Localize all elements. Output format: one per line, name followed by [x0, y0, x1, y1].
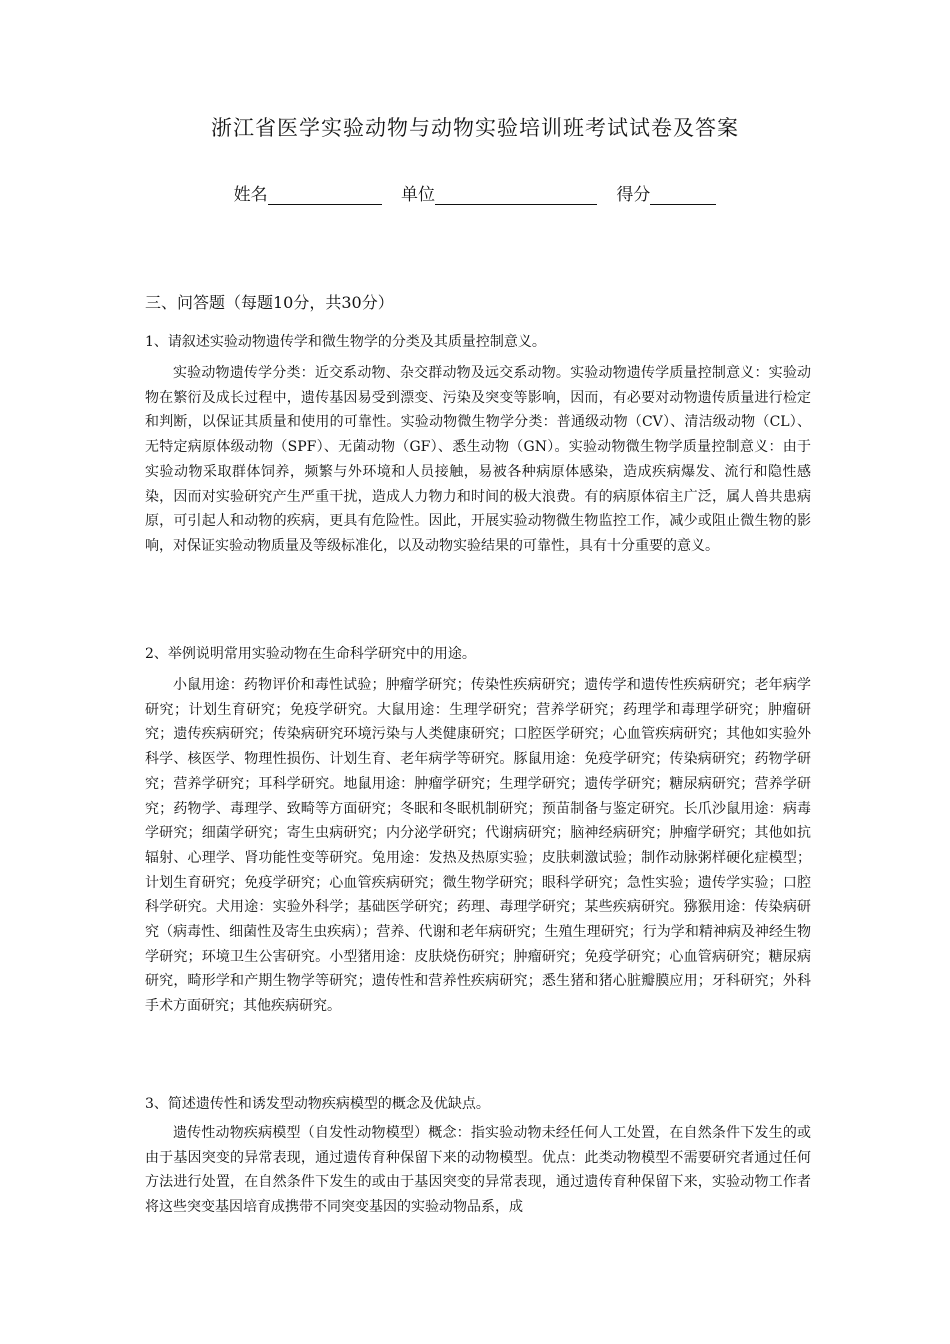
answer-3: 遗传性动物疾病模型（自发性动物模型）概念：指实验动物未经任何人工处置，在自然条件下发生的或由于基因突变的异常表现，通过遗传育种保留下来的动物模型。优点：此类动物模型不需要研究者通过任何方法进行处置，在自然条件下发生的或由于基因突变的异常表现，通过遗传育种保留下来，实验动物工作者将这些突变基因培育成携带不同突变基因的实验动物品系，成: [145, 1125, 811, 1216]
name-blank: [268, 186, 382, 205]
question-1: 1、请叙述实验动物遗传学和微生物学的分类及其质量控制意义。: [145, 334, 546, 350]
unit-label: 单位: [401, 185, 435, 205]
page-title: 浙江省医学实验动物与动物实验培训班考试试卷及答案: [211, 116, 739, 140]
answer-2: 小鼠用途：药物评价和毒性试验；肿瘤学研究；传染性疾病研究；遗传学和遗传性疾病研究；老年病学研究；计划生育研究；免疫学研究。大鼠用途：生理学研究；营养学研究；药理学和毒理学研究；肿瘤研究；遗传疾病研究；传染病研究环境污染与人类健康研究；口腔医学研究；心血管疾病研究；其他如实验外科学、核医学、物理性损伤、计划生育、老年病学等研究。豚鼠用途：免疫学研究；传染病研究；药物学研究；营养学研究；耳科学研究。地鼠用途：肿瘤学研究；生理学研究；遗传学研究；糖尿病研究；营养学研究；药物学、毒理学、致畸等方面研究；冬眠和冬眠机制研究；预苗制备与鉴定研究。长爪沙鼠用途：病毒学研究；细菌学研究；寄生虫病研究；内分泌学研究；代谢病研究；脑神经病研究；肿瘤学研究；其他如抗辐射、心理学、肾功能性变等研究。兔用途：发热及热原实验；皮肤刺激试验；制作动脉粥样硬化症模型；计划生育研究；免疫学研究；心血管疾病研究；微生物学研究；眼科学研究；急性实验；遗传学实验；口腔科学研究。犬用途：实验外科学；基础医学研究；药理、毒理学研究；某些疾病研究。猕猴用途：传染病研究（病毒性、细菌性及寄生虫疾病）；营养、代谢和老年病研究；生殖生理研究；行为学和精神病及神经生物学研究；环境卫生公害研究。小型猪用途：皮肤烧伤研究；肿瘤研究；免疫学研究；心血管病研究；糖尿病研究，畸形学和产期生物学等研究；遗传性和营养性疾病研究；悉生猪和猪心脏瓣膜应用；牙科研究；外科手术方面研究；其他疾病研究。: [145, 677, 811, 1015]
unit-blank: [435, 186, 597, 205]
score-label: 得分: [616, 185, 651, 205]
answer-1: 实验动物遗传学分类：近交系动物、杂交群动物及远交系动物。实验动物遗传学质量控制意义：实验动物在繁衍及成长过程中，遗传基因易受到漂变、污染及突变等影响，因而，有必要对动物遗传质量进行检定和判断，以保证其质量和使用的可靠性。实验动物微生物学分类：普通级动物（CV）、清洁级动物（CL）、无特定病原体级动物（SPF）、无菌动物（GF）、悉生动物（GN）。实验动物微生物学质量控制意义：由于实验动物采取群体饲养，频繁与外环境和人员接触，易被各种病原体感染，造成疾病爆发、流行和隐性感染，因而对实验研究产生严重干扰，造成人力物力和时间的极大浪费。有的病原体宿主广泛，属人兽共患病原，可引起人和动物的疾病，更具有危险性。因此，开展实验动物微生物监控工作，减少或阻止微生物的影响，对保证实验动物质量及等级标准化，以及动物实验结果的可靠性，具有十分重要的意义。: [145, 365, 811, 554]
name-label: 姓名: [233, 185, 268, 205]
score-blank: [650, 186, 716, 205]
section-heading: 三、问答题（每题10分，共30分）: [145, 293, 394, 312]
question-3: 3、简述遗传性和诱发型动物疾病模型的概念及优缺点。: [145, 1096, 490, 1112]
candidate-info-line: [0, 180, 950, 205]
question-2: 2、举例说明常用实验动物在生命科学研究中的用途。: [145, 646, 476, 662]
